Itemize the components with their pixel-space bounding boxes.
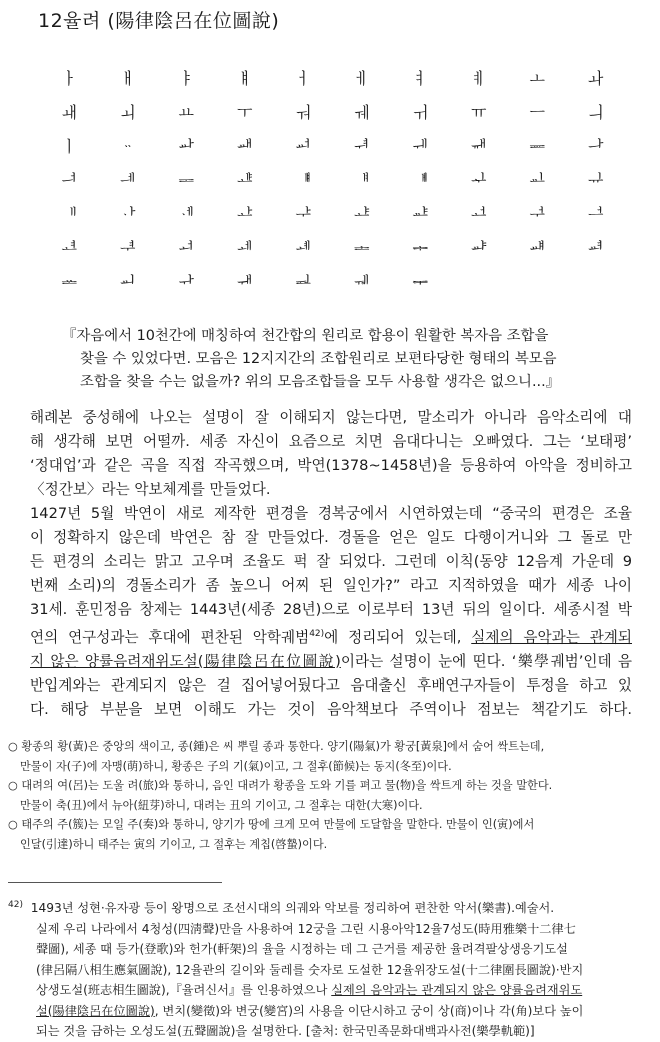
body-line: 해 생각해 보면 어떨까. 세종 자신이 요즘으로 치면 음대다니는 오빠였다. 그는 ‘보태평’ [30,433,632,450]
jamo-cell: ힲ [178,137,194,156]
jamo-cell: ᅷ [295,205,311,224]
page-title: 12율려 (陽律陰呂在位圖說) [38,10,280,32]
jamo-cell: ᅼ [588,205,604,224]
body-line [30,622,632,650]
jamo-cell: ᅻ [529,205,545,224]
note-line: ○ 태주의 주(簇)는 모일 주(奏)와 통하니, 양기가 땅에 크게 모여 만물에 도달함을 말한다. 만물이 인(寅)에서 [8,818,535,831]
jamo-cell: ힳ [237,137,253,156]
jamo-cell: ㅒ [237,69,253,88]
note-line: 만물이 자(子)에 자맹(萌)하니, 황종은 子의 기(氣)이고, 그 절후(節候)는 동지(冬至)이다. [20,759,452,773]
jamo-cell: ᅿ [178,239,194,258]
jamo-cell: ᆍ [412,273,428,292]
footnote-block [8,895,648,1042]
jamo-cell: ㅕ [412,69,428,88]
footnote-line: (律呂隔八相生應氣圖說), 12율관의 길이와 둘레를 숫자로 도설한 12율위장도설(十二律圍長圖說)·반지 [36,962,584,977]
jamo-cell: ㅡ [529,103,545,122]
jamo-cell: ퟅ [120,205,136,224]
jamo-cell: ힹ [588,137,604,156]
body-line: 반입계와는 관계되지 않은 걸 집어넣어뒀다고 음대출신 후배연구자들이 투정을 하고 있 [30,676,632,694]
quote-block [62,325,602,394]
footnote-text: 1493년 성현·유자광 등이 왕명으로 조선시대의 의궤와 악보를 정리하여 편찬한 악서(樂書).예술서. [30,901,555,916]
body-text-span: 이라는 설명이 눈에 띤다. ‘樂學궤범’인데 음 [340,652,633,670]
body-line: 31세. 훈민정음 창제는 1443년(세종 28년)으로 이로부터 13년 뒤의 일이다. 세종시절 박 [30,601,632,618]
jamo-row [40,130,625,164]
footnote-line [8,1001,648,1022]
jamo-cell: ퟂ [529,171,545,190]
jamo-cell: ힸ [529,137,545,156]
body-line: 번째 소리)의 경돌소리가 좀 높으니 어찌 된 일인가?” 라고 지적하였을 때가 세종 나이 [30,577,632,594]
jamo-row [40,96,625,130]
jamo-cell: ᅸ [354,205,370,224]
jamo-cell: ힽ [237,171,253,190]
jamo-row [40,62,625,96]
jamo-row [40,266,625,300]
body-text-span: 연의 연구성과는 후대에 편찬된 악학궤범 [30,628,310,646]
body-line: 든 편경의 소리는 맑고 고우며 조율도 퍽 잘 되었다. 그런데 이칙(동양 12음계 가운데 9 [30,553,632,570]
jamo-cell: ힺ [61,171,77,190]
body-line: 이 정확하지 않은데 박연은 참 잘 만들었다. 경돌을 얻은 일도 다행이거니와 그 돌로 만 [30,529,632,546]
underlined-text: 설(陽律陰呂在位圖說) [36,1003,155,1018]
jamo-cell: ᆋ [295,273,311,292]
jamo-cell: ㅗ [529,69,545,88]
jamo-cell: ᆌ [354,273,370,292]
vowel-combination-grid [40,62,625,300]
body-line: ‘정대업’과 같은 곡을 직접 작곡했으며, 박연(1378~1458년)을 등용하여 아악을 정비하고 [30,457,632,474]
footnote-line: 聲圖), 세종 때 등가(登歌)와 헌가(軒架)의 율을 시정하는 데 그 근거를 제공한 율려격팔상생응기도설 [36,942,568,957]
jamo-cell: ㅖ [471,69,487,88]
body-line: 〈정간보〉라는 악보체계를 만들었다. [30,481,271,498]
jamo-cell: ᆃ [412,239,428,258]
note-line: 인달(引達)하니 태주는 寅의 기이고, 그 절후는 계칩(啓蟄)이다. [20,837,328,851]
footnote-text: 상생도설(班志相生圖說),『율려신서』를 인용하였으나 [36,983,332,998]
footnote-line: 되는 것을 금하는 오성도설(五聲圖說)을 설명한다. [출처: 한국민족문화대백과사전(樂學軌範)] [36,1024,535,1039]
underlined-text: 지 않은 양률음려재위도설(陽律陰呂在位圖說) [30,652,341,670]
jamo-cell: ㅠ [471,103,487,122]
notes-block [8,737,648,854]
jamo-cell: ᆈ [120,273,136,292]
jamo-cell: ㅚ [120,103,136,122]
quote-line: 찾을 수 있었다면. 모음은 12지지간의 조합원리로 보편타당한 형태의 복모음 [80,351,557,367]
jamo-cell: ힼ [178,171,194,190]
jamo-cell: ㅜ [237,103,253,122]
footnote-text: , 변치(變徵)와 변궁(變宮)의 사용을 이단시하고 궁이 상(商)이나 각(角)보다 높이 [154,1003,584,1018]
jamo-cell: ᆇ [61,273,77,292]
body-line: 1427년 5월 박연이 새로 제작한 편경을 경복궁에서 시연하였는데 “중국의 편경은 조율 [30,505,632,522]
jamo-cell: ᆉ [178,273,194,292]
jamo-row [40,232,625,266]
jamo-cell: ힿ [354,171,370,190]
footnote-line [8,895,648,919]
footnote-mark: 42) [8,900,23,910]
body-text-span: 에 정리되어 있는데, [324,628,472,646]
jamo-cell: ᆅ [529,239,545,258]
jamo-cell: ᆆ [588,239,604,258]
jamo-cell: ᅶ [237,205,253,224]
jamo-cell: ퟆ [178,205,194,224]
body-line: 다. 해당 부분을 보면 이해도 가는 것이 음악책보다 주역이나 점보는 책같기도 하다. [30,700,632,718]
note-line: ○ 황종의 황(黃)은 중앙의 색이고, 종(鍾)은 씨 뿌릴 종과 통한다. 양기(陽氣)가 황궁[黃泉]에서 숨어 싹트는데, [8,740,545,753]
jamo-cell: ㅔ [354,69,370,88]
jamo-cell: ᆄ [471,239,487,258]
body-line [30,650,632,674]
jamo-cell: ᆀ [237,239,253,258]
jamo-cell: ㅞ [354,103,370,122]
jamo-cell: ㅑ [178,69,194,88]
jamo-cell: ㅝ [295,103,311,122]
jamo-cell: ㅙ [61,103,77,122]
jamo-cell: ퟄ [61,205,77,224]
jamo-cell: ㅐ [120,69,136,88]
jamo-cell: ㅢ [588,103,604,122]
jamo-cell: ퟀ [412,171,428,190]
jamo-cell: ᅽ [61,239,77,258]
jamo-cell: ㅓ [295,69,311,88]
footnote-ref[interactable]: 42) [309,629,325,639]
note-line: 만물이 축(丑)에서 뉴아(紐芽)하니, 대려는 丑의 기이고, 그 절후는 대한(大寒)이다. [20,798,423,812]
footnote-line: 실제 우리 나라에서 4청성(四淸聲)만을 사용하여 12궁을 그린 시용아악12율7성도(時用雅樂十二律七 [36,921,576,936]
jamo-cell: ㅣ [61,137,77,156]
jamo-cell: ힵ [354,137,370,156]
underlined-text: 실제의 음악과는 관계되지 않은 양률음려재위도 [331,983,583,998]
jamo-cell: ㅏ [61,69,77,88]
jamo-cell: ᅾ [120,239,136,258]
jamo-cell: ힾ [295,171,311,190]
quote-line: 조합을 찾을 수는 없을까? 위의 모음조합들을 모두 사용할 생각은 없으니...』 [80,374,561,390]
jamo-row [40,164,625,198]
footnote-divider [8,882,222,883]
jamo-cell: ힷ [471,137,487,156]
jamo-cell: ㅘ [588,69,604,88]
jamo-cell: ᅺ [471,205,487,224]
jamo-cell: ퟃ [588,171,604,190]
jamo-cell: ㅟ [412,103,428,122]
footnote-line [8,980,648,1001]
jamo-cell: ힶ [412,137,428,156]
quote-line: 『자음에서 10천간에 매칭하여 천간합의 원리로 합용이 원활한 복자음 조합을 [62,328,549,344]
jamo-cell: ᆊ [237,273,253,292]
jamo-cell: ᆢ [120,137,136,156]
jamo-cell: ㅛ [178,103,194,122]
jamo-cell: ᅹ [412,205,428,224]
note-line: ○ 대려의 여(呂)는 도울 려(旅)와 통하니, 음인 대려가 황종을 도와 기를 펴고 물(物)을 싹트게 하는 것을 말한다. [8,779,553,792]
jamo-cell: ퟁ [471,171,487,190]
jamo-row [40,198,625,232]
underlined-text: 실제의 음악과는 관계되 [471,628,632,646]
jamo-cell: ᆂ [354,239,370,258]
body-line: 해례본 중성해에 나오는 설명이 잘 이해되지 않는다면, 말소리가 아니라 음악소리에 대 [30,409,632,426]
jamo-cell: ힴ [295,137,311,156]
body-text [30,406,632,722]
jamo-cell: ힻ [120,171,136,190]
jamo-cell: ᆁ [295,239,311,258]
